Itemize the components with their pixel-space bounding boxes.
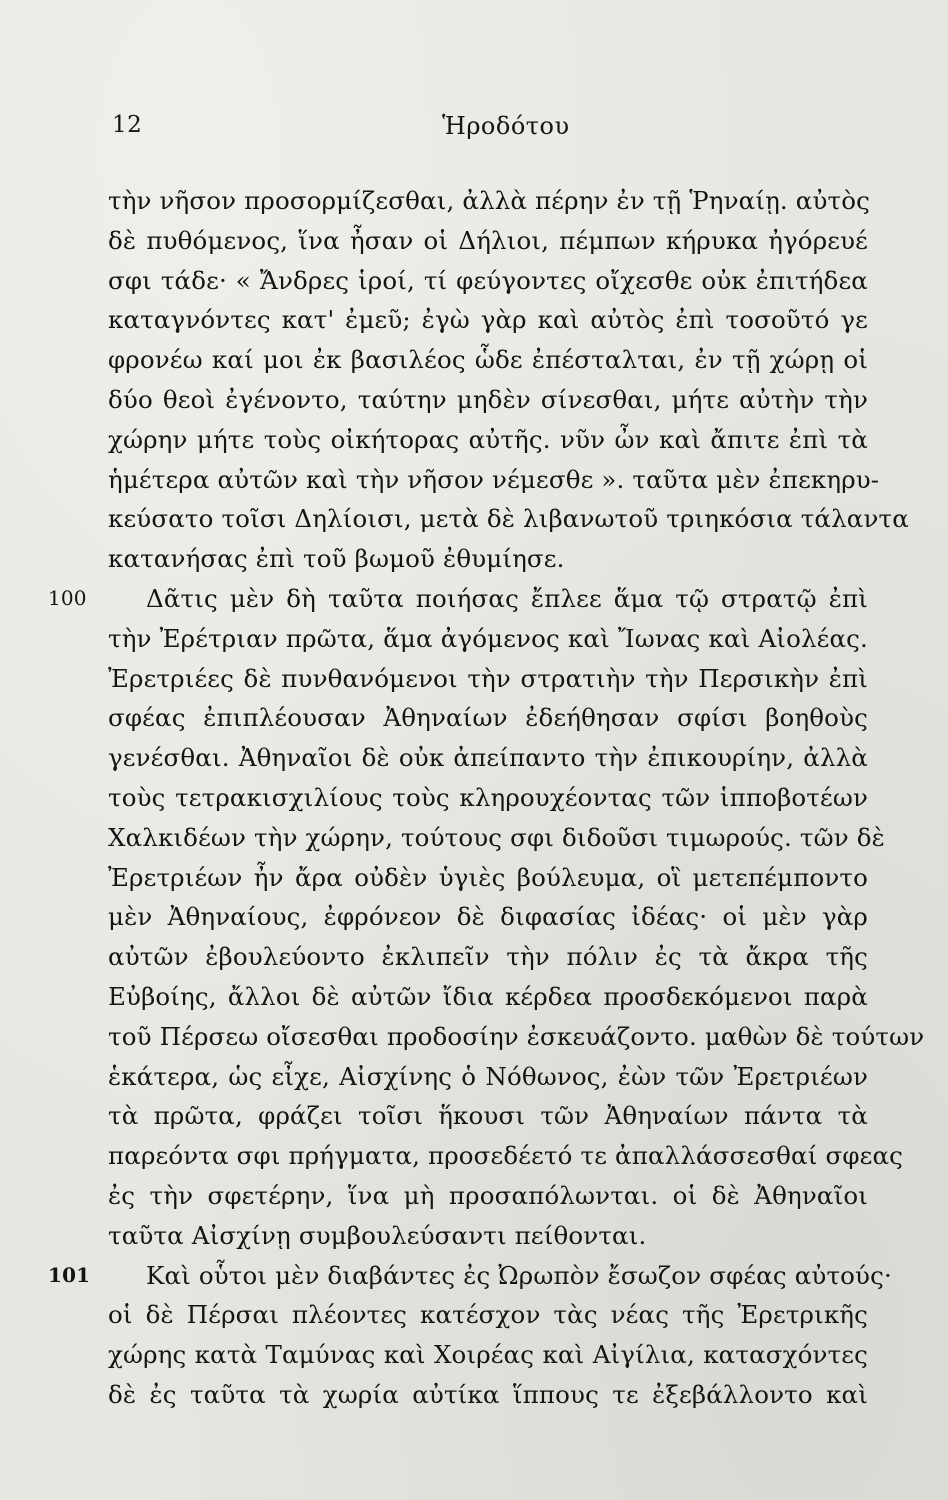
line-text: δὲ πυθόμενος, ἵνα ἦσαν οἱ Δήλιοι, πέμπων κήρυκα ἠγόρευέ bbox=[108, 225, 868, 255]
text-line bbox=[108, 300, 868, 340]
line-text: σφέας ἐπιπλέουσαν Ἀθηναίων ἐδεήθησαν σφίσι βοηθοὺς bbox=[108, 703, 868, 733]
line-text: χώρην μήτε τοὺς οἰκήτορας αὐτῆς. νῦν ὦν καὶ ἄπιτε ἐπὶ τὰ bbox=[108, 424, 868, 454]
text-line bbox=[108, 261, 868, 301]
line-text: Καὶ οὗτοι μὲν διαβάντες ἐς Ὠρωπὸν ἔσωζον σφέας αὐτούς· bbox=[146, 1260, 892, 1290]
text-line bbox=[108, 539, 868, 579]
line-text: μὲν Ἀθηναίους, ἐφρόνεον δὲ διφασίας ἰδέας· οἱ μὲν γὰρ bbox=[108, 902, 868, 932]
text-line bbox=[108, 778, 868, 818]
line-text: Ἐρετριέων ἦν ἄρα οὐδὲν ὑγιὲς βούλευμα, οἳ μετεπέμποντο bbox=[108, 862, 868, 892]
text-line bbox=[108, 977, 868, 1017]
text-line bbox=[108, 380, 868, 420]
line-text: τὰ πρῶτα, φράζει τοῖσι ἥκουσι τῶν Ἀθηναίων πάντα τὰ bbox=[108, 1101, 868, 1131]
line-text: σφι τάδε· « Ἄνδρες ἱροί, τί φεύγοντες οἴχεσθε οὐκ ἐπιτήδεα bbox=[108, 265, 868, 295]
running-title: Ἡροδότου bbox=[442, 112, 570, 140]
line-text: παρεόντα σφι πρήγματα, προσεδέετό τε ἀπαλλάσσεσθαί σφεας bbox=[108, 1141, 904, 1171]
line-text: καταγνόντες κατ' ἐμεῦ; ἐγὼ γὰρ καὶ αὐτὸς ἐπὶ τοσοῦτό γε bbox=[108, 305, 868, 335]
text-line bbox=[108, 858, 868, 898]
line-text: χώρης κατὰ Ταμύνας καὶ Χοιρέας καὶ Αἰγίλια, κατασχόντες bbox=[108, 1340, 868, 1370]
text-line bbox=[108, 818, 885, 858]
text-line bbox=[108, 340, 868, 380]
text-line bbox=[108, 659, 868, 699]
text-line bbox=[108, 181, 871, 221]
line-text: τοὺς τετρακισχιλίους τοὺς κληρουχέοντας τῶν ἱπποβοτέων bbox=[108, 782, 868, 812]
text-line bbox=[108, 499, 909, 539]
chapter-number: 100 bbox=[48, 585, 87, 610]
line-text: αὐτῶν ἐβουλεύοντο ἐκλιπεῖν τὴν πόλιν ἐς τὰ ἄκρα τῆς bbox=[108, 942, 868, 972]
text-line bbox=[108, 1216, 868, 1256]
text-line bbox=[108, 420, 868, 460]
text-line bbox=[108, 619, 868, 659]
text-line bbox=[108, 221, 868, 261]
text-line bbox=[108, 1136, 904, 1176]
text-line bbox=[108, 460, 880, 500]
text-line bbox=[108, 738, 868, 778]
line-text: τὴν νῆσον προσορμίζεσθαι, ἀλλὰ πέρην ἐν τῇ Ῥηναίῃ. αὐτὸς bbox=[108, 186, 871, 215]
line-text: γενέσθαι. Ἀθηναῖοι δὲ οὐκ ἀπείπαντο τὴν ἐπικουρίην, ἀλλὰ bbox=[108, 743, 868, 773]
line-text: ἑκάτερα, ὡς εἶχε, Αἰσχίνης ὁ Νόθωνος, ἐὼν τῶν Ἐρετριέων bbox=[108, 1061, 868, 1091]
chapter-number: 101 bbox=[48, 1262, 91, 1287]
text-line bbox=[108, 698, 868, 738]
text-line bbox=[108, 1017, 925, 1057]
line-text: οἱ δὲ Πέρσαι πλέοντες κατέσχον τὰς νέας τῆς Ἐρετρικῆς bbox=[108, 1300, 868, 1330]
text-line bbox=[108, 1096, 868, 1136]
page-number: 12 bbox=[112, 112, 143, 138]
line-text: κεύσατο τοῖσι Δηλίοισι, μετὰ δὲ λιβανωτοῦ τριηκόσια τάλαντα bbox=[108, 504, 909, 534]
text-line bbox=[108, 1295, 868, 1335]
body-text bbox=[48, 181, 925, 1415]
line-text: ἐς τὴν σφετέρην, ἵνα μὴ προσαπόλωνται. οἱ δὲ Ἀθηναῖοι bbox=[108, 1180, 868, 1210]
text-line bbox=[108, 897, 868, 937]
line-text: φρονέω καί μοι ἐκ βασιλέος ὧδε ἐπέσταλται, ἐν τῇ χώρῃ οἱ bbox=[108, 345, 868, 375]
text-line bbox=[108, 1335, 868, 1375]
text-line bbox=[48, 579, 868, 619]
line-text: κατανήσας ἐπὶ τοῦ βωμοῦ ἐθυμίησε. bbox=[108, 544, 565, 574]
line-text: ταῦτα Αἰσχίνῃ συμβουλεύσαντι πείθονται. bbox=[108, 1220, 647, 1250]
line-text: δύο θεοὶ ἐγένοντο, ταύτην μηδὲν σίνεσθαι, μήτε αὐτὴν τὴν bbox=[108, 384, 868, 414]
line-text: ἡμέτερα αὐτῶν καὶ τὴν νῆσον νέμεσθε ». ταῦτα μὲν ἐπεκηρυ- bbox=[108, 464, 880, 494]
text-line bbox=[108, 1057, 868, 1097]
text-line bbox=[108, 1375, 868, 1415]
line-text: Εὐβοίης, ἄλλοι δὲ αὐτῶν ἴδια κέρδεα προσδεκόμενοι παρὰ bbox=[108, 981, 868, 1011]
line-text: Δᾶτις μὲν δὴ ταῦτα ποιήσας ἔπλεε ἅμα τῷ στρατῷ ἐπὶ bbox=[146, 583, 868, 613]
line-text: τὴν Ἐρέτριαν πρῶτα, ἅμα ἀγόμενος καὶ Ἴωνας καὶ Αἰολέας. bbox=[108, 623, 868, 653]
line-text: δὲ ἐς ταῦτα τὰ χωρία αὐτίκα ἵππους τε ἐξεβάλλοντο καὶ bbox=[108, 1379, 868, 1409]
line-text: Ἐρετριέες δὲ πυνθανόμενοι τὴν στρατιὴν τὴν Περσικὴν ἐπὶ bbox=[108, 663, 868, 693]
text-line bbox=[108, 937, 868, 977]
page-header bbox=[112, 112, 872, 144]
line-text: τοῦ Πέρσεω οἴσεσθαι προδοσίην ἐσκευάζοντο. μαθὼν δὲ τούτων bbox=[108, 1021, 925, 1051]
text-line bbox=[108, 1176, 868, 1216]
text-line bbox=[48, 1256, 892, 1296]
line-text: Χαλκιδέων τὴν χώρην, τούτους σφι διδοῦσι τιμωρούς. τῶν δὲ bbox=[108, 822, 885, 852]
